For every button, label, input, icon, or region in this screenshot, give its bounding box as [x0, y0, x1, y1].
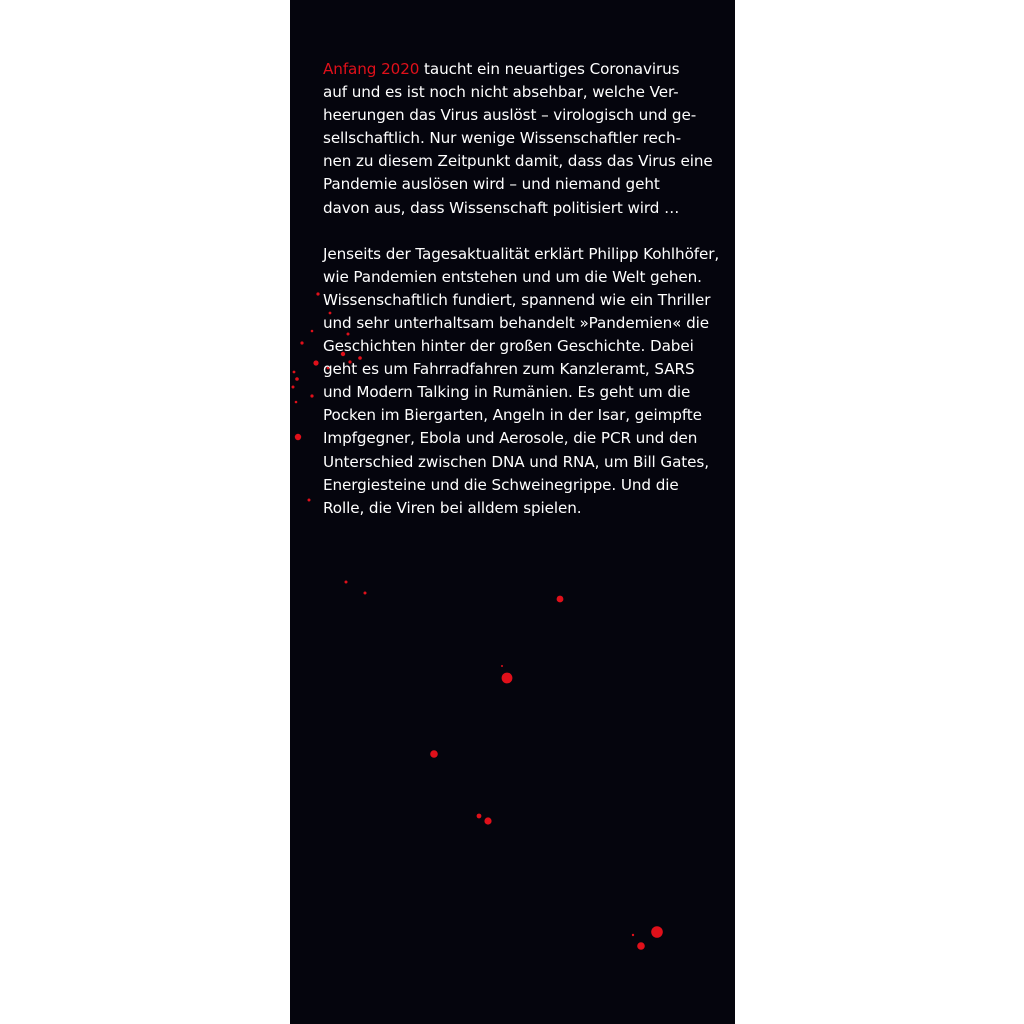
paragraph-gap [323, 220, 703, 243]
blurb-line: Geschichten hinter der großen Geschichte. Dabei [323, 337, 694, 356]
blurb-line: Pocken im Biergarten, Angeln in der Isar, geimpfte [323, 406, 702, 425]
blurb-line: und sehr unterhaltsam behandelt »Pandemien« die [323, 313, 709, 332]
blurb-line: nen zu diesem Zeitpunkt damit, dass das Virus eine [323, 152, 713, 171]
blurb-line: auf und es ist noch nicht absehbar, welche Ver- [323, 83, 679, 102]
highlight-date: Anfang 2020 [323, 60, 420, 78]
blurb-line: Unterschied zwischen DNA und RNA, um Bill Gates, [323, 452, 709, 471]
blurb-line: und Modern Talking in Rumänien. Es geht um die [323, 383, 691, 402]
blurb-line: sellschaftlich. Nur wenige Wissenschaftler rech- [323, 129, 681, 148]
blurb-line: Impfgegner, Ebola und Aerosole, die PCR und den [323, 429, 698, 448]
blurb-line [323, 58, 703, 81]
blurb-line: geht es um Fahrradfahren zum Kanzleramt, SARS [323, 360, 695, 379]
blurb-line: Wissenschaftlich fundiert, spannend wie ein Thriller [323, 290, 711, 309]
blurb-line: davon aus, dass Wissenschaft politisiert wird … [323, 198, 680, 217]
blurb-line: Pandemie auslösen wird – und niemand geht [323, 175, 660, 194]
blurb-line: heerungen das Virus auslöst – virologisch und ge- [323, 106, 697, 125]
blurb-line: wie Pandemien entstehen und um die Welt gehen. [323, 267, 702, 286]
blurb-line: Rolle, die Viren bei alldem spielen. [323, 498, 582, 517]
blurb-line-rest: taucht ein neuartiges Coronavirus [419, 60, 680, 78]
blurb-line: Jenseits der Tagesaktualität erklärt Philipp Kohlhöfer, [323, 244, 720, 263]
book-flap-panel [290, 0, 735, 1024]
blurb-text [323, 58, 720, 520]
blurb-line: Energiesteine und die Schweinegrippe. Und die [323, 475, 679, 494]
